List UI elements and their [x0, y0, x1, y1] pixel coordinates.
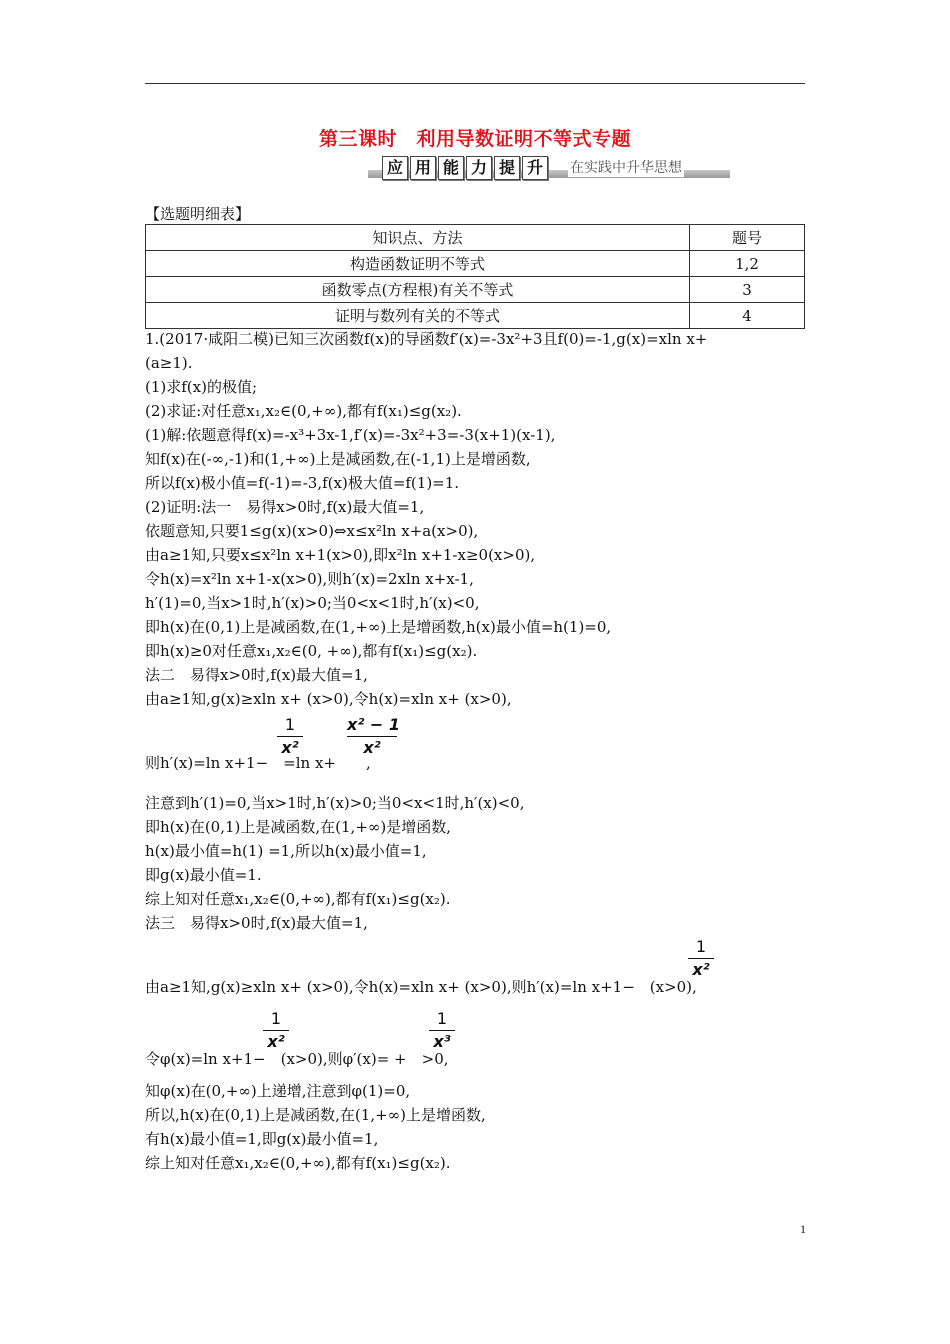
- text-line: 即h(x)在(0,1)上是减函数,在(1,+∞)上是增函数,h(x)最小值=h(1)=0,: [145, 618, 612, 636]
- fraction-denominator: x²: [363, 738, 381, 757]
- section-banner: [368, 156, 730, 180]
- table-header-cell: 知识点、方法: [146, 225, 690, 251]
- fraction-numerator: 1: [270, 1009, 282, 1028]
- table-cell: 构造函数证明不等式: [146, 251, 690, 277]
- text-line: 令h(x)=x²ln x+1-x(x>0),则h′(x)=2xln x+x-1,: [145, 570, 474, 588]
- banner-char: 用: [410, 156, 436, 180]
- text-line: (2)证明:法一 易得x>0时,f(x)最大值=1,: [145, 498, 425, 516]
- table-header-cell: 题号: [690, 225, 805, 251]
- text-line: 综上知对任意x₁,x₂∈(0,+∞),都有f(x₁)≤g(x₂).: [145, 1154, 451, 1172]
- table-cell: 函数零点(方程根)有关不等式: [146, 277, 690, 303]
- table-header-row: [146, 225, 805, 251]
- text-line: 所以,h(x)在(0,1)上是减函数,在(1,+∞)上是增函数,: [145, 1106, 486, 1124]
- text-line: (2)求证:对任意x₁,x₂∈(0,+∞),都有f(x₁)≤g(x₂).: [145, 402, 462, 420]
- fraction-numerator: 1: [284, 715, 296, 734]
- fraction-denominator: x³: [433, 1032, 451, 1051]
- table-row: [146, 303, 805, 329]
- text-line: 所以f(x)极小值=f(-1)=-3,f(x)极大值=f(1)=1.: [145, 474, 460, 492]
- fraction-numerator: x² − 1: [347, 715, 401, 734]
- banner-boxes: [382, 156, 548, 180]
- text-line: 令φ(x)=ln x+1− (x>0),则φ′(x)= + >0,: [145, 1050, 449, 1068]
- banner-char: 提: [494, 156, 520, 180]
- banner-subtitle: 在实践中升华思想: [570, 160, 682, 176]
- banner-char: 应: [382, 156, 408, 180]
- formula-line: [145, 1007, 815, 1079]
- text-line: 法三 易得x>0时,f(x)最大值=1,: [145, 914, 368, 932]
- text-line: 知f(x)在(-∞,-1)和(1,+∞)上是减函数,在(-1,1)上是增函数,: [145, 450, 531, 468]
- banner-char: 升: [522, 156, 548, 180]
- page-number: 1: [800, 1222, 806, 1236]
- table-cell: 证明与数列有关的不等式: [146, 303, 690, 329]
- section-label: 【选题明细表】: [145, 205, 251, 223]
- text-line: 即g(x)最小值=1.: [145, 866, 262, 884]
- spacer: [145, 783, 815, 791]
- table-cell: 3: [690, 277, 805, 303]
- table-cell: 4: [690, 303, 805, 329]
- text-line: 由a≥1知,g(x)≥xln x+ (x>0),令h(x)=xln x+ (x>0),则h′(x)=ln x+1− (x>0),: [145, 978, 697, 996]
- topic-table: [145, 224, 805, 329]
- text-line: 即h(x)≥0对任意x₁,x₂∈(0, +∞),都有f(x₁)≤g(x₂).: [145, 642, 478, 660]
- fraction-numerator: 1: [436, 1009, 448, 1028]
- text-line: 即h(x)在(0,1)上是减函数,在(1,+∞)是增函数,: [145, 818, 451, 836]
- text-line: h(x)最小值=h(1) =1,所以h(x)最小值=1,: [145, 842, 427, 860]
- fraction-denominator: x²: [692, 960, 710, 979]
- text-line: 有h(x)最小值=1,即g(x)最小值=1,: [145, 1130, 379, 1148]
- fraction-denominator: x²: [281, 738, 299, 757]
- fraction-numerator: 1: [695, 937, 707, 956]
- fraction-denominator: x²: [267, 1032, 285, 1051]
- banner-char: 力: [466, 156, 492, 180]
- text-line: 则h′(x)=ln x+1− =ln x+ ,: [145, 754, 371, 772]
- formula-line: [145, 711, 815, 783]
- solution-body: [145, 327, 815, 1175]
- page-title: 第三课时 利用导数证明不等式专题: [318, 128, 631, 150]
- text-line: 由a≥1知,只要x≤x²ln x+1(x>0),即x²ln x+1-x≥0(x>0),: [145, 546, 536, 564]
- text-line: 法二 易得x>0时,f(x)最大值=1,: [145, 666, 368, 684]
- text-line: h′(1)=0,当x>1时,h′(x)>0;当0<x<1时,h′(x)<0,: [145, 594, 480, 612]
- formula-line: [145, 935, 815, 1007]
- text-line: 由a≥1知,g(x)≥xln x+ (x>0),令h(x)=xln x+ (x>0),: [145, 690, 512, 708]
- text-line: 知φ(x)在(0,+∞)上递增,注意到φ(1)=0,: [145, 1082, 411, 1100]
- text-line: 综上知对任意x₁,x₂∈(0,+∞),都有f(x₁)≤g(x₂).: [145, 890, 451, 908]
- text-line: 依题意知,只要1≤g(x)(x>0)⇔x≤x²ln x+a(x>0),: [145, 522, 479, 540]
- text-line: (1)求f(x)的极值;: [145, 378, 258, 396]
- table-row: [146, 277, 805, 303]
- text-line: 注意到h′(1)=0,当x>1时,h′(x)>0;当0<x<1时,h′(x)<0,: [145, 794, 525, 812]
- banner-char: 能: [438, 156, 464, 180]
- table-cell: 1,2: [690, 251, 805, 277]
- text-line: (1)解:依题意得f(x)=-x³+3x-1,f′(x)=-3x²+3=-3(x+1)(x-1),: [145, 426, 556, 444]
- table-row: [146, 251, 805, 277]
- header-rule: [145, 83, 805, 84]
- text-line: (a≥1).: [145, 354, 193, 372]
- text-line: 1.(2017·咸阳二模)已知三次函数f(x)的导函数f′(x)=-3x²+3且f(0)=-1,g(x)=xln x+: [145, 330, 708, 348]
